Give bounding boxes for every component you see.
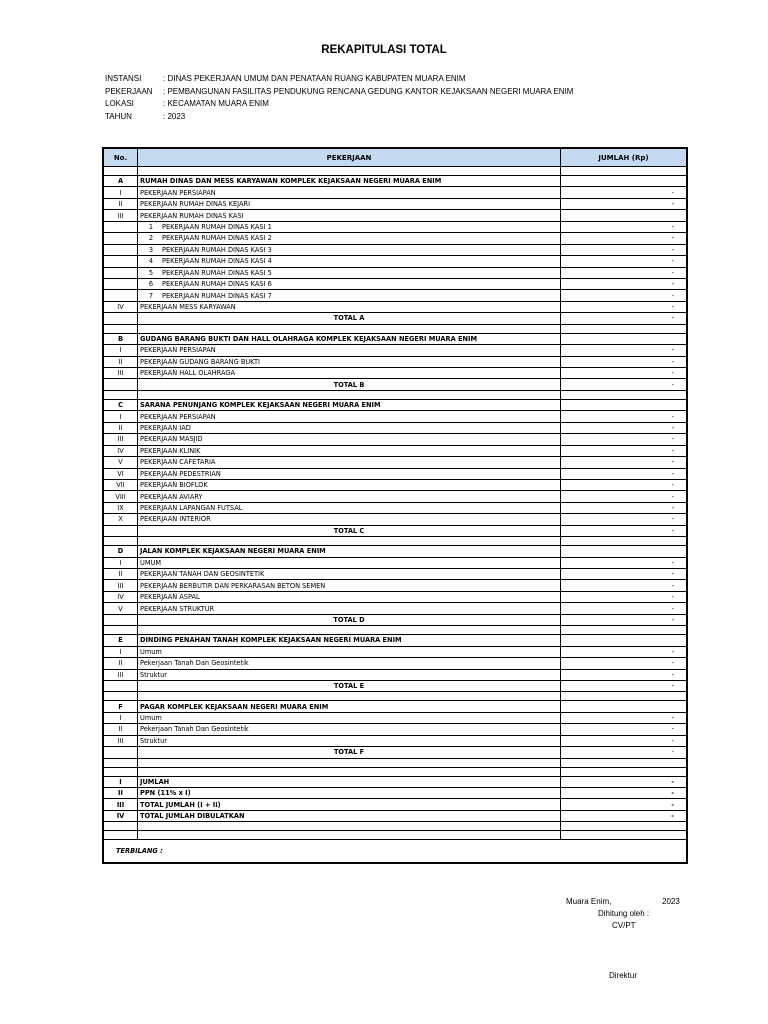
cell-no — [104, 290, 138, 301]
cell-jumlah: - — [561, 221, 687, 232]
sub-label: PEKERJAAN RUMAH DINAS KASI 6 — [162, 280, 272, 289]
cell-jumlah — [561, 546, 687, 557]
cell-no — [104, 244, 138, 255]
section-row — [104, 176, 687, 187]
cell-jumlah: - — [561, 244, 687, 255]
cell-no — [104, 221, 138, 232]
cell-jumlah — [561, 167, 687, 176]
cell-pekerjaan: PEKERJAAN HALL OLAHRAGA — [138, 368, 561, 379]
cell-pekerjaan: PEKERJAAN PERSIAPAN — [138, 345, 561, 356]
sub-label: PEKERJAAN RUMAH DINAS KASI 5 — [162, 268, 272, 277]
table-row — [104, 491, 687, 502]
cell-jumlah — [561, 701, 687, 712]
table-row — [104, 735, 687, 746]
cell-pekerjaan: PEKERJAAN INTERIOR — [138, 514, 561, 525]
signature-place: Muara Enim, — [566, 897, 612, 906]
cell-pekerjaan: RUMAH DINAS DAN MESS KARYAWAN KOMPLEK KEJAKSAAN NEGERI MUARA ENIM — [138, 176, 561, 187]
cell-pekerjaan: PEKERJAAN BIOFLOK — [138, 479, 561, 490]
section-row — [104, 799, 687, 810]
cell-no: I — [104, 776, 138, 787]
section-row — [104, 701, 687, 712]
cell-no — [104, 537, 138, 546]
cell-no: II — [104, 198, 138, 209]
table-row — [104, 479, 687, 490]
cell-jumlah: - — [561, 313, 687, 324]
table-row — [104, 591, 687, 602]
blank-row — [104, 537, 687, 546]
cell-pekerjaan — [138, 244, 561, 255]
signature-position: Direktur — [609, 971, 638, 980]
cell-pekerjaan — [138, 233, 561, 244]
cell-pekerjaan — [138, 290, 561, 301]
cell-no: I — [104, 187, 138, 198]
table-row — [104, 290, 687, 301]
cell-pekerjaan: JUMLAH — [138, 776, 561, 787]
terbilang-row — [104, 840, 687, 863]
cell-no: I — [104, 712, 138, 723]
section-row — [104, 788, 687, 799]
cell-jumlah — [561, 399, 687, 410]
cell-jumlah: - — [561, 557, 687, 568]
cell-pekerjaan: PEKERJAAN PERSIAPAN — [138, 187, 561, 198]
cell-pekerjaan: PEKERJAAN RUMAH DINAS KASI — [138, 210, 561, 221]
cell-no: IX — [104, 502, 138, 513]
cell-no: B — [104, 333, 138, 344]
section-row — [104, 776, 687, 787]
cell-jumlah: - — [561, 267, 687, 278]
cell-jumlah: - — [561, 278, 687, 289]
table-row — [104, 658, 687, 669]
cell-pekerjaan: PEKERJAAN TANAH DAN GEOSINTETIK — [138, 569, 561, 580]
cell-pekerjaan: PEKERJAAN MASJID — [138, 434, 561, 445]
signature-company: CV/PT — [612, 921, 636, 930]
cell-jumlah: - — [561, 198, 687, 209]
total-label: TOTAL C — [138, 525, 561, 536]
table-row — [104, 345, 687, 356]
table-row — [104, 221, 687, 232]
cell-no: II — [104, 356, 138, 367]
table-row — [104, 724, 687, 735]
cell-jumlah: - — [561, 614, 687, 625]
cell-pekerjaan — [138, 767, 561, 776]
blank-row — [104, 390, 687, 399]
cell-pekerjaan: Umum — [138, 712, 561, 723]
cell-pekerjaan: PEKERJAAN ASPAL — [138, 591, 561, 602]
cell-jumlah: - — [561, 669, 687, 680]
cell-no: III — [104, 210, 138, 221]
sub-label: PEKERJAAN RUMAH DINAS KASI 3 — [162, 245, 272, 254]
table-row — [104, 669, 687, 680]
cell-no — [104, 680, 138, 691]
cell-pekerjaan: Umum — [138, 646, 561, 657]
total-row — [104, 313, 687, 324]
cell-pekerjaan: PEKERJAAN GUDANG BARANG BUKTI — [138, 356, 561, 367]
total-label: TOTAL F — [138, 747, 561, 758]
page-title: REKAPITULASI TOTAL — [321, 44, 447, 56]
cell-pekerjaan — [138, 537, 561, 546]
sub-number: 6 — [148, 280, 154, 289]
cell-pekerjaan: TOTAL JUMLAH DIBULATKAN — [138, 810, 561, 821]
table-row — [104, 244, 687, 255]
cell-no: F — [104, 701, 138, 712]
cell-pekerjaan — [138, 758, 561, 767]
cell-no: III — [104, 434, 138, 445]
sub-number: 7 — [148, 291, 154, 300]
cell-pekerjaan: Struktur — [138, 735, 561, 746]
blank-row — [104, 324, 687, 333]
cell-jumlah: - — [561, 301, 687, 312]
cell-pekerjaan: DINDING PENAHAN TANAH KOMPLEK KEJAKSAAN NEGERI MUARA ENIM — [138, 635, 561, 646]
total-row — [104, 525, 687, 536]
table-row — [104, 368, 687, 379]
cell-no: III — [104, 368, 138, 379]
table-row — [104, 210, 687, 221]
table-row — [104, 434, 687, 445]
cell-pekerjaan — [138, 831, 561, 840]
recap-table — [103, 148, 687, 863]
cell-no: IV — [104, 810, 138, 821]
info-label: PEKERJAAN — [105, 87, 153, 96]
blank-row — [104, 167, 687, 176]
cell-no — [104, 390, 138, 399]
table-row — [104, 457, 687, 468]
cell-jumlah: - — [561, 788, 687, 799]
cell-pekerjaan — [138, 626, 561, 635]
cell-no: II — [104, 788, 138, 799]
cell-no: II — [104, 569, 138, 580]
recap-table-frame — [102, 147, 688, 864]
cell-no: I — [104, 557, 138, 568]
total-row — [104, 379, 687, 390]
signature-counted-by: Dihitung oleh : — [598, 909, 650, 918]
cell-no: I — [104, 646, 138, 657]
cell-no: I — [104, 345, 138, 356]
cell-jumlah: - — [561, 514, 687, 525]
section-row — [104, 546, 687, 557]
cell-pekerjaan: PPN (11% x I) — [138, 788, 561, 799]
cell-pekerjaan: SARANA PENUNJANG KOMPLEK KEJAKSAAN NEGERI MUARA ENIM — [138, 399, 561, 410]
cell-jumlah: - — [561, 810, 687, 821]
cell-no — [104, 233, 138, 244]
cell-pekerjaan: GUDANG BARANG BUKTI DAN HALL OLAHRAGA KOMPLEK KEJAKSAAN NEGERI MUARA ENIM — [138, 333, 561, 344]
info-value: : KECAMATAN MUARA ENIM — [163, 99, 269, 108]
info-value: : PEMBANGUNAN FASILITAS PENDUKUNG RENCANA GEDUNG KANTOR KEJAKSAAN NEGERI MUARA ENIM — [163, 87, 574, 96]
cell-pekerjaan: Pekerjaan Tanah Dan Geosintetik — [138, 658, 561, 669]
cell-no — [104, 767, 138, 776]
cell-no — [104, 324, 138, 333]
cell-jumlah: - — [561, 457, 687, 468]
cell-no — [104, 822, 138, 831]
sub-number: 5 — [148, 268, 154, 277]
cell-no — [104, 267, 138, 278]
cell-pekerjaan: UMUM — [138, 557, 561, 568]
table-row — [104, 233, 687, 244]
cell-no — [104, 278, 138, 289]
cell-jumlah: - — [561, 445, 687, 456]
cell-no — [104, 692, 138, 701]
cell-jumlah: - — [561, 580, 687, 591]
cell-jumlah: - — [561, 724, 687, 735]
cell-no — [104, 614, 138, 625]
cell-no — [104, 747, 138, 758]
info-label: TAHUN — [105, 112, 132, 121]
table-header-row — [104, 149, 687, 167]
cell-pekerjaan: PEKERJAAN LAPANGAN FUTSAL — [138, 502, 561, 513]
blank-row — [104, 831, 687, 840]
blank-row — [104, 758, 687, 767]
cell-pekerjaan: PEKERJAAN RUMAH DINAS KEJARI — [138, 198, 561, 209]
cell-pekerjaan — [138, 278, 561, 289]
blank-row — [104, 822, 687, 831]
total-row — [104, 747, 687, 758]
cell-no — [104, 758, 138, 767]
cell-jumlah: - — [561, 525, 687, 536]
blank-row — [104, 767, 687, 776]
header-jumlah: JUMLAH (Rp) — [561, 149, 687, 167]
signature-year: 2023 — [662, 897, 680, 906]
cell-no — [104, 831, 138, 840]
cell-no: II — [104, 422, 138, 433]
section-row — [104, 333, 687, 344]
terbilang-label: TERBILANG : — [104, 840, 687, 863]
cell-no: D — [104, 546, 138, 557]
blank-row — [104, 692, 687, 701]
cell-pekerjaan: PEKERJAAN PEDESTRIAN — [138, 468, 561, 479]
cell-jumlah: - — [561, 646, 687, 657]
sub-number: 2 — [148, 234, 154, 243]
cell-no — [104, 626, 138, 635]
section-row — [104, 810, 687, 821]
cell-pekerjaan: PEKERJAAN BERBUTIR DAN PERKARASAN BETON SEMEN — [138, 580, 561, 591]
cell-no: V — [104, 457, 138, 468]
info-label: INSTANSI — [105, 74, 142, 83]
cell-jumlah: - — [561, 468, 687, 479]
sub-number: 3 — [148, 245, 154, 254]
cell-jumlah: - — [561, 502, 687, 513]
cell-jumlah: - — [561, 569, 687, 580]
cell-jumlah: - — [561, 712, 687, 723]
table-row — [104, 187, 687, 198]
cell-jumlah: - — [561, 290, 687, 301]
sub-label: PEKERJAAN RUMAH DINAS KASI 2 — [162, 234, 272, 243]
cell-jumlah: - — [561, 747, 687, 758]
cell-no: I — [104, 411, 138, 422]
table-row — [104, 445, 687, 456]
cell-no: IV — [104, 301, 138, 312]
cell-no — [104, 167, 138, 176]
cell-jumlah: - — [561, 187, 687, 198]
table-row — [104, 356, 687, 367]
cell-pekerjaan — [138, 256, 561, 267]
total-label: TOTAL D — [138, 614, 561, 625]
cell-no: III — [104, 669, 138, 680]
cell-pekerjaan — [138, 822, 561, 831]
table-row — [104, 557, 687, 568]
cell-jumlah: - — [561, 411, 687, 422]
table-row — [104, 301, 687, 312]
cell-jumlah: - — [561, 603, 687, 614]
info-label: LOKASI — [105, 99, 134, 108]
sub-label: PEKERJAAN RUMAH DINAS KASI 1 — [162, 222, 272, 231]
cell-pekerjaan: PEKERJAAN KLINIK — [138, 445, 561, 456]
cell-jumlah: - — [561, 658, 687, 669]
cell-jumlah: - — [561, 345, 687, 356]
cell-jumlah: - — [561, 591, 687, 602]
cell-no: VII — [104, 479, 138, 490]
table-row — [104, 569, 687, 580]
table-row — [104, 278, 687, 289]
cell-pekerjaan: JALAN KOMPLEK KEJAKSAAN NEGERI MUARA ENIM — [138, 546, 561, 557]
section-row — [104, 399, 687, 410]
cell-jumlah: - — [561, 479, 687, 490]
cell-jumlah — [561, 626, 687, 635]
cell-jumlah — [561, 692, 687, 701]
cell-pekerjaan: PAGAR KOMPLEK KEJAKSAAN NEGERI MUARA ENIM — [138, 701, 561, 712]
cell-no: II — [104, 724, 138, 735]
total-label: TOTAL B — [138, 379, 561, 390]
table-row — [104, 411, 687, 422]
cell-no: V — [104, 603, 138, 614]
cell-pekerjaan: TOTAL JUMLAH (I + II) — [138, 799, 561, 810]
total-row — [104, 614, 687, 625]
header-pekerjaan: PEKERJAAN — [138, 149, 561, 167]
cell-jumlah — [561, 210, 687, 221]
cell-jumlah — [561, 537, 687, 546]
cell-jumlah — [561, 822, 687, 831]
cell-jumlah: - — [561, 368, 687, 379]
table-row — [104, 712, 687, 723]
info-value: : 2023 — [163, 112, 186, 121]
cell-pekerjaan: PEKERJAAN AVIARY — [138, 491, 561, 502]
cell-no: C — [104, 399, 138, 410]
sub-number: 4 — [148, 257, 154, 266]
cell-no: II — [104, 658, 138, 669]
sub-label: PEKERJAAN RUMAH DINAS KASI 7 — [162, 291, 272, 300]
cell-jumlah: - — [561, 799, 687, 810]
cell-jumlah — [561, 758, 687, 767]
cell-no: X — [104, 514, 138, 525]
cell-pekerjaan: PEKERJAAN MESS KARYAWAN — [138, 301, 561, 312]
table-row — [104, 580, 687, 591]
cell-jumlah — [561, 333, 687, 344]
table-row — [104, 198, 687, 209]
cell-jumlah: - — [561, 434, 687, 445]
total-label: TOTAL E — [138, 680, 561, 691]
cell-pekerjaan — [138, 167, 561, 176]
cell-no: III — [104, 580, 138, 591]
table-row — [104, 646, 687, 657]
cell-jumlah — [561, 635, 687, 646]
cell-jumlah — [561, 324, 687, 333]
cell-pekerjaan — [138, 390, 561, 399]
cell-jumlah: - — [561, 680, 687, 691]
cell-no: IV — [104, 445, 138, 456]
cell-jumlah: - — [561, 491, 687, 502]
cell-pekerjaan — [138, 692, 561, 701]
cell-no: IV — [104, 591, 138, 602]
cell-jumlah: - — [561, 379, 687, 390]
cell-jumlah: - — [561, 356, 687, 367]
cell-pekerjaan: Pekerjaan Tanah Dan Geosintetik — [138, 724, 561, 735]
cell-no: III — [104, 735, 138, 746]
cell-pekerjaan: PEKERJAAN PERSIAPAN — [138, 411, 561, 422]
cell-pekerjaan: PEKERJAAN IAD — [138, 422, 561, 433]
blank-row — [104, 626, 687, 635]
cell-pekerjaan — [138, 324, 561, 333]
header-no: No. — [104, 149, 138, 167]
cell-pekerjaan — [138, 221, 561, 232]
cell-no: VIII — [104, 491, 138, 502]
cell-jumlah — [561, 831, 687, 840]
table-row — [104, 514, 687, 525]
cell-jumlah: - — [561, 776, 687, 787]
sub-label: PEKERJAAN RUMAH DINAS KASI 4 — [162, 257, 272, 266]
cell-no: VI — [104, 468, 138, 479]
cell-jumlah — [561, 767, 687, 776]
cell-pekerjaan: PEKERJAAN CAFETARIA — [138, 457, 561, 468]
total-row — [104, 680, 687, 691]
table-row — [104, 603, 687, 614]
table-row — [104, 267, 687, 278]
table-row — [104, 502, 687, 513]
cell-no — [104, 256, 138, 267]
total-label: TOTAL A — [138, 313, 561, 324]
cell-no: E — [104, 635, 138, 646]
table-row — [104, 422, 687, 433]
cell-no — [104, 525, 138, 536]
cell-no — [104, 379, 138, 390]
cell-pekerjaan: PEKERJAAN STRUKTUR — [138, 603, 561, 614]
cell-jumlah: - — [561, 422, 687, 433]
info-value: : DINAS PEKERJAAN UMUM DAN PENATAAN RUANG KABUPATEN MUARA ENIM — [163, 74, 466, 83]
table-row — [104, 256, 687, 267]
cell-pekerjaan — [138, 267, 561, 278]
table-body — [104, 167, 687, 840]
table-row — [104, 468, 687, 479]
sub-number: 1 — [148, 222, 154, 231]
cell-jumlah — [561, 390, 687, 399]
cell-no: A — [104, 176, 138, 187]
cell-jumlah: - — [561, 735, 687, 746]
cell-jumlah — [561, 176, 687, 187]
cell-no — [104, 313, 138, 324]
cell-no: III — [104, 799, 138, 810]
cell-jumlah: - — [561, 233, 687, 244]
section-row — [104, 635, 687, 646]
cell-pekerjaan: Struktur — [138, 669, 561, 680]
cell-jumlah: - — [561, 256, 687, 267]
